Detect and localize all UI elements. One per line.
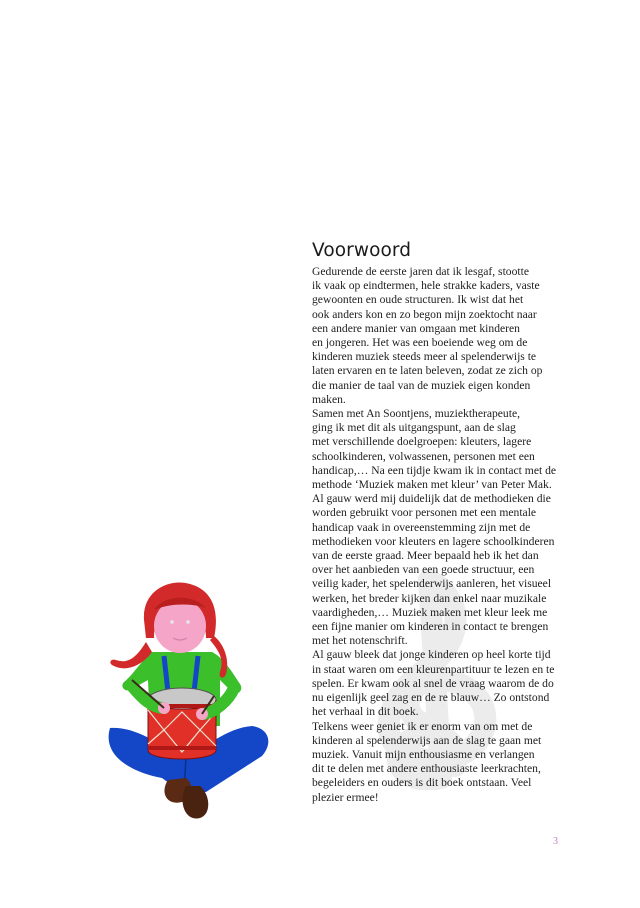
body-line: muziek. Vanuit mijn enthousiasme en verlangen: [312, 747, 535, 761]
child-with-drum-illustration: [102, 580, 272, 825]
page-number: 3: [553, 836, 558, 847]
body-line: Gedurende de eerste jaren dat ik lesgaf, stootte: [312, 265, 529, 278]
body-line: dit te delen met andere enthousiaste leerkrachten,: [312, 762, 541, 776]
body-line: worden gebruikt voor personen met een mentale: [312, 506, 537, 520]
body-line: ging ik met dit als uitgangspunt, aan de slag: [312, 421, 516, 435]
body-line: Al gauw bleek dat jonge kinderen op heel korte tijd: [312, 648, 551, 662]
body-line: veilig kader, het spelenderwijs aanleren, het visueel: [312, 577, 552, 591]
body-line: kinderen muziek steeds meer al spelenderwijs te: [312, 350, 537, 364]
body-line: Samen met An Soontjens, muziektherapeute,: [312, 407, 520, 421]
body-line: ik vaak op eindtermen, hele strakke kaders, vaste: [312, 279, 540, 293]
body-line: nu eigenlijk geel zag en de re blauw… Zo ontstond: [312, 691, 550, 705]
body-line: Telkens weer geniet ik er enorm van om met de: [312, 719, 533, 733]
body-line: methode ‘Muziek maken met kleur’ van Peter Mak.: [312, 478, 552, 492]
body-line: Al gauw werd mij duidelijk dat de methodieken die: [312, 492, 551, 506]
body-line: en jongeren. Het was een boeiende weg om de: [312, 336, 528, 350]
page-title: Voorwoord: [312, 240, 412, 261]
body-line: begeleiders en ouders is dit boek ontstaan. Veel: [312, 776, 532, 790]
body-line: met het notenschrift.: [312, 634, 408, 648]
body-line: die manier de taal van de muziek eigen konden: [312, 378, 531, 392]
body-line: spelen. Er kwam ook al snel de vraag waarom de do: [312, 676, 554, 690]
body-line: in staat waren om een kleurenpartituur te lezen en te: [312, 662, 555, 676]
drum: [148, 688, 216, 759]
body-line: kinderen al spelenderwijs aan de slag te gaan met: [312, 733, 542, 747]
body-line: een andere manier van omgaan met kinderen: [312, 321, 520, 335]
body-line: plezier ermee!: [312, 790, 379, 804]
body-line: met verschillende doelgroepen: kleuters, lagere: [312, 435, 532, 449]
preface-body: [312, 265, 577, 805]
body-line: laten ervaren en te laten beleven, zodat ze zich op: [312, 364, 543, 378]
body-line: handicap,… Na een tijdje kwam ik in contact met de: [312, 463, 557, 477]
body-line: vaardigheden,… Muziek maken met kleur leek me: [312, 605, 548, 619]
body-line: gewoonten en oude structuren. Ik wist dat het: [312, 293, 524, 307]
body-line: methodieken voor kleuters en lagere schoolkinderen: [312, 534, 555, 548]
body-line: ook anders kon en zo begon mijn zoektocht naar: [312, 307, 537, 321]
body-line: een fijne manier om kinderen in contact te brengen: [312, 620, 549, 634]
body-line: schoolkinderen, volwassenen, personen met een: [312, 449, 535, 463]
body-line: het verhaal in dit boek.: [312, 705, 419, 719]
preface-article: [312, 240, 577, 805]
body-line: handicap vaak in overeenstemming zijn met de: [312, 520, 531, 534]
body-line: werken, het breder kijken dan enkel naar muzikale: [312, 591, 547, 605]
body-line: van de eerste graad. Meer bepaald heb ik het dan: [312, 549, 539, 563]
body-line: over het aanbieden van een goede structuur, een: [312, 563, 535, 577]
body-line: maken.: [312, 392, 346, 406]
